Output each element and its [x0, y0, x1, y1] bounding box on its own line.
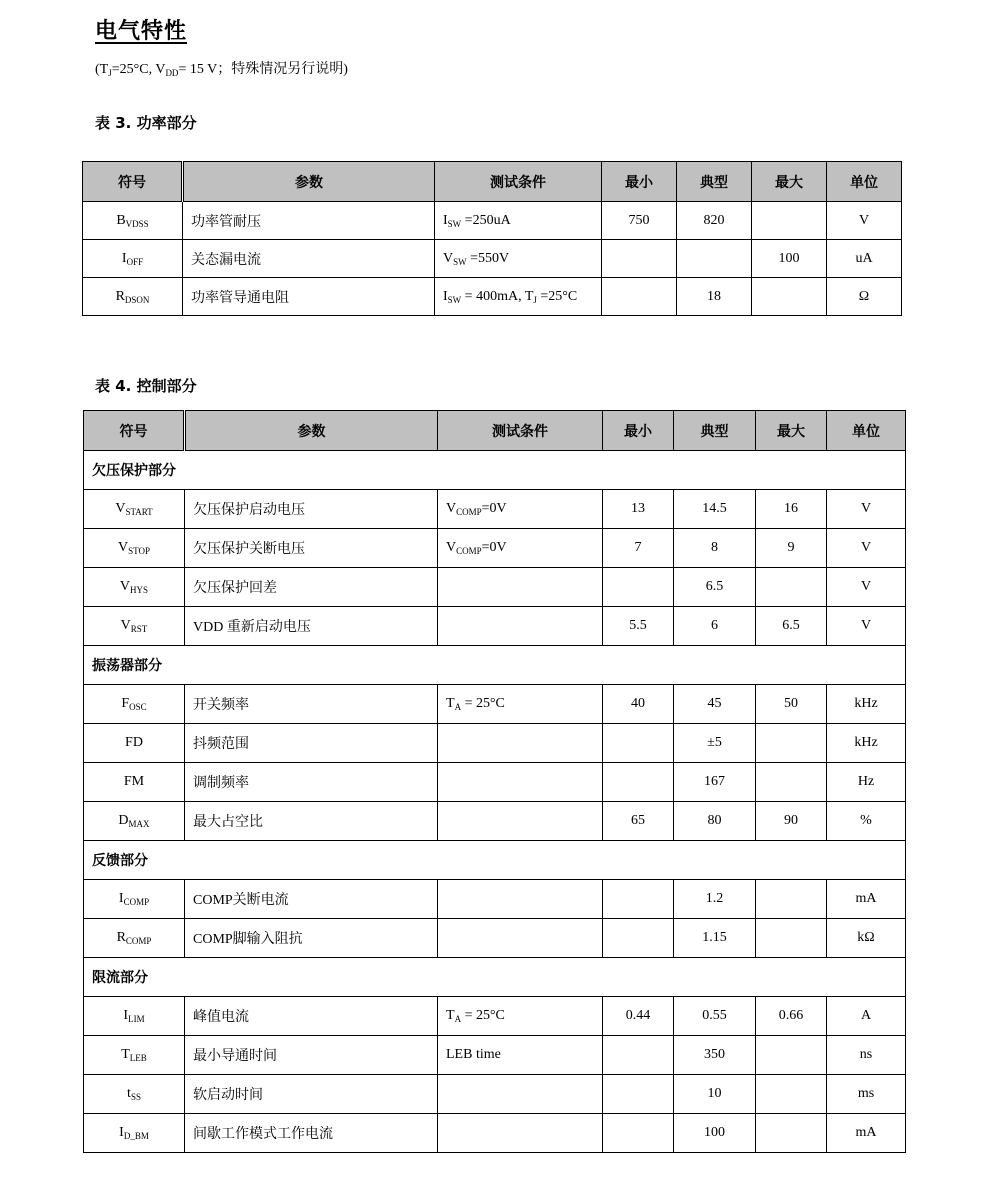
section-title: 反馈部分 — [84, 841, 906, 880]
page-title: 电气特性 — [95, 19, 188, 44]
max-cell: 50 — [756, 685, 827, 724]
max-cell — [756, 1114, 827, 1153]
typ-cell: 80 — [674, 802, 756, 841]
symbol-cell: $V_{RST}$ — [84, 607, 185, 646]
symbol-cell: $I_{OFF}$ — [83, 240, 183, 278]
symbol-cell: $I_{COMP}$ — [84, 880, 185, 919]
unit-cell: V — [827, 490, 906, 529]
unit-cell: Ω — [827, 278, 902, 316]
table-row — [84, 1036, 906, 1075]
unit-cell: A — [827, 997, 906, 1036]
min-cell: 40 — [603, 685, 674, 724]
symbol-cell: $R_{DSON}$ — [83, 278, 183, 316]
table-row — [84, 1075, 906, 1114]
parameter-cell: 调制频率 — [185, 763, 438, 802]
typ-cell: 350 — [674, 1036, 756, 1075]
min-cell — [603, 724, 674, 763]
table-row — [84, 724, 906, 763]
condition-cell — [438, 607, 603, 646]
condition-cell: $V_{COMP}=0V$ — [438, 529, 603, 568]
parameter-cell: 间歇工作模式工作电流 — [185, 1114, 438, 1153]
parameter-cell: 功率管导通电阻 — [183, 278, 435, 316]
control-table-body — [84, 451, 906, 1153]
condition-cell — [438, 880, 603, 919]
max-cell: 100 — [752, 240, 827, 278]
unit-cell: V — [827, 607, 906, 646]
table-row — [84, 568, 906, 607]
parameter-cell: 欠压保护启动电压 — [185, 490, 438, 529]
parameter-cell: COMP关断电流 — [185, 880, 438, 919]
max-cell: 6.5 — [756, 607, 827, 646]
max-cell — [756, 724, 827, 763]
min-cell — [603, 1114, 674, 1153]
typ-cell: 6 — [674, 607, 756, 646]
parameter-cell: 开关频率 — [185, 685, 438, 724]
unit-cell: % — [827, 802, 906, 841]
min-cell — [603, 1075, 674, 1114]
table-row — [84, 685, 906, 724]
table4-caption: 表 4. 控制部分 — [95, 377, 197, 395]
min-cell: 750 — [602, 202, 677, 240]
parameter-cell: 欠压保护回差 — [185, 568, 438, 607]
section-title: 限流部分 — [84, 958, 906, 997]
parameter-cell: 峰值电流 — [185, 997, 438, 1036]
max-cell — [756, 568, 827, 607]
header-condition: 测试条件 — [435, 162, 602, 202]
typ-cell: 1.2 — [674, 880, 756, 919]
condition-cell: $I_{SW} = 400mA$, $T_J =25^\circ C$ — [435, 278, 602, 316]
min-cell: 7 — [603, 529, 674, 568]
condition-cell — [438, 568, 603, 607]
unit-cell: mA — [827, 880, 906, 919]
unit-cell: V — [827, 202, 902, 240]
condition-cell — [438, 763, 603, 802]
typ-cell: 8 — [674, 529, 756, 568]
typ-cell: 1.15 — [674, 919, 756, 958]
typ-cell: 18 — [677, 278, 752, 316]
header-unit: 单位 — [827, 162, 902, 202]
header-max: 最大 — [756, 411, 827, 451]
min-cell — [603, 1036, 674, 1075]
table-row — [84, 607, 906, 646]
min-cell — [603, 919, 674, 958]
max-cell — [756, 919, 827, 958]
unit-cell: Hz — [827, 763, 906, 802]
symbol-cell: $T_{LEB}$ — [84, 1036, 185, 1075]
condition-cell: $T_A = 25^\circ C$ — [438, 685, 603, 724]
header-typ: 典型 — [677, 162, 752, 202]
table-row — [84, 997, 906, 1036]
typ-cell: 6.5 — [674, 568, 756, 607]
min-cell — [602, 278, 677, 316]
condition-cell — [438, 919, 603, 958]
unit-cell: mA — [827, 1114, 906, 1153]
max-cell: 9 — [756, 529, 827, 568]
typ-cell: ±5 — [674, 724, 756, 763]
condition-cell — [438, 1114, 603, 1153]
typ-cell — [677, 240, 752, 278]
table-row — [84, 1114, 906, 1153]
parameter-cell: 关态漏电流 — [183, 240, 435, 278]
typ-cell: 167 — [674, 763, 756, 802]
max-cell: 0.66 — [756, 997, 827, 1036]
typ-cell: 0.55 — [674, 997, 756, 1036]
unit-cell: V — [827, 568, 906, 607]
typ-cell: 10 — [674, 1075, 756, 1114]
typ-cell: 100 — [674, 1114, 756, 1153]
condition-cell: $V_{COMP}=0V$ — [438, 490, 603, 529]
section-title: 振荡器部分 — [84, 646, 906, 685]
condition-cell: LEB time — [438, 1036, 603, 1075]
symbol-cell: FM — [84, 763, 185, 802]
min-cell: 13 — [603, 490, 674, 529]
header-max: 最大 — [752, 162, 827, 202]
symbol-cell: $R_{COMP}$ — [84, 919, 185, 958]
parameter-cell: 抖频范围 — [185, 724, 438, 763]
table-header-row — [84, 411, 906, 451]
typ-cell: 14.5 — [674, 490, 756, 529]
condition-cell — [438, 724, 603, 763]
symbol-cell: $I_{LIM}$ — [84, 997, 185, 1036]
parameter-cell: 最大占空比 — [185, 802, 438, 841]
min-cell: 0.44 — [603, 997, 674, 1036]
header-typ: 典型 — [674, 411, 756, 451]
min-cell — [602, 240, 677, 278]
symbol-cell: $D_{MAX}$ — [84, 802, 185, 841]
max-cell — [756, 880, 827, 919]
table-row — [84, 919, 906, 958]
symbol-cell: $V_{START}$ — [84, 490, 185, 529]
parameter-cell: 最小导通时间 — [185, 1036, 438, 1075]
header-symbol: 符号 — [84, 411, 185, 451]
unit-cell: ms — [827, 1075, 906, 1114]
table-row — [83, 202, 902, 240]
section-row — [84, 841, 906, 880]
header-condition: 测试条件 — [438, 411, 603, 451]
symbol-cell: $I_{D\_BM}$ — [84, 1114, 185, 1153]
table-row — [84, 490, 906, 529]
unit-cell: ns — [827, 1036, 906, 1075]
symbol-cell: FD — [84, 724, 185, 763]
condition-cell — [438, 802, 603, 841]
max-cell — [756, 763, 827, 802]
parameter-cell: 功率管耐压 — [183, 202, 435, 240]
section-row — [84, 646, 906, 685]
condition-cell: $I_{SW} =250uA$ — [435, 202, 602, 240]
table3-caption: 表 3. 功率部分 — [95, 114, 197, 132]
table-row — [84, 763, 906, 802]
table-row — [83, 240, 902, 278]
unit-cell: V — [827, 529, 906, 568]
test-conditions-note: ($T_J=25^\circ C$, $V_{DD}= 15$ V；特殊情况另行说明) — [95, 62, 348, 78]
min-cell: 5.5 — [603, 607, 674, 646]
max-cell: 90 — [756, 802, 827, 841]
header-symbol: 符号 — [83, 162, 183, 202]
table-row — [83, 278, 902, 316]
min-cell — [603, 763, 674, 802]
condition-cell: $T_A = 25^\circ C$ — [438, 997, 603, 1036]
table-row — [84, 880, 906, 919]
table-row — [84, 529, 906, 568]
table-row — [84, 802, 906, 841]
symbol-cell: $F_{OSC}$ — [84, 685, 185, 724]
table-header-row — [83, 162, 902, 202]
header-min: 最小 — [603, 411, 674, 451]
unit-cell: kHz — [827, 685, 906, 724]
max-cell — [756, 1075, 827, 1114]
section-title: 欠压保护部分 — [84, 451, 906, 490]
unit-cell: kHz — [827, 724, 906, 763]
parameter-cell: VDD 重新启动电压 — [185, 607, 438, 646]
condition-cell — [438, 1075, 603, 1114]
parameter-cell: 软启动时间 — [185, 1075, 438, 1114]
max-cell — [756, 1036, 827, 1075]
typ-cell: 820 — [677, 202, 752, 240]
header-min: 最小 — [602, 162, 677, 202]
header-parameter: 参数 — [185, 411, 438, 451]
max-cell — [752, 278, 827, 316]
max-cell: 16 — [756, 490, 827, 529]
symbol-cell: $V_{STOP}$ — [84, 529, 185, 568]
section-row — [84, 451, 906, 490]
min-cell: 65 — [603, 802, 674, 841]
unit-cell: kΩ — [827, 919, 906, 958]
symbol-cell: $V_{HYS}$ — [84, 568, 185, 607]
max-cell — [752, 202, 827, 240]
header-unit: 单位 — [827, 411, 906, 451]
condition-cell: $V_{SW} =550V$ — [435, 240, 602, 278]
unit-cell: uA — [827, 240, 902, 278]
power-table — [82, 161, 902, 316]
min-cell — [603, 568, 674, 607]
control-table — [83, 410, 906, 1153]
header-parameter: 参数 — [183, 162, 435, 202]
parameter-cell: 欠压保护关断电压 — [185, 529, 438, 568]
symbol-cell: $t_{SS}$ — [84, 1075, 185, 1114]
parameter-cell: COMP脚输入阻抗 — [185, 919, 438, 958]
typ-cell: 45 — [674, 685, 756, 724]
section-row — [84, 958, 906, 997]
min-cell — [603, 880, 674, 919]
symbol-cell: $B_{VDSS}$ — [83, 202, 183, 240]
